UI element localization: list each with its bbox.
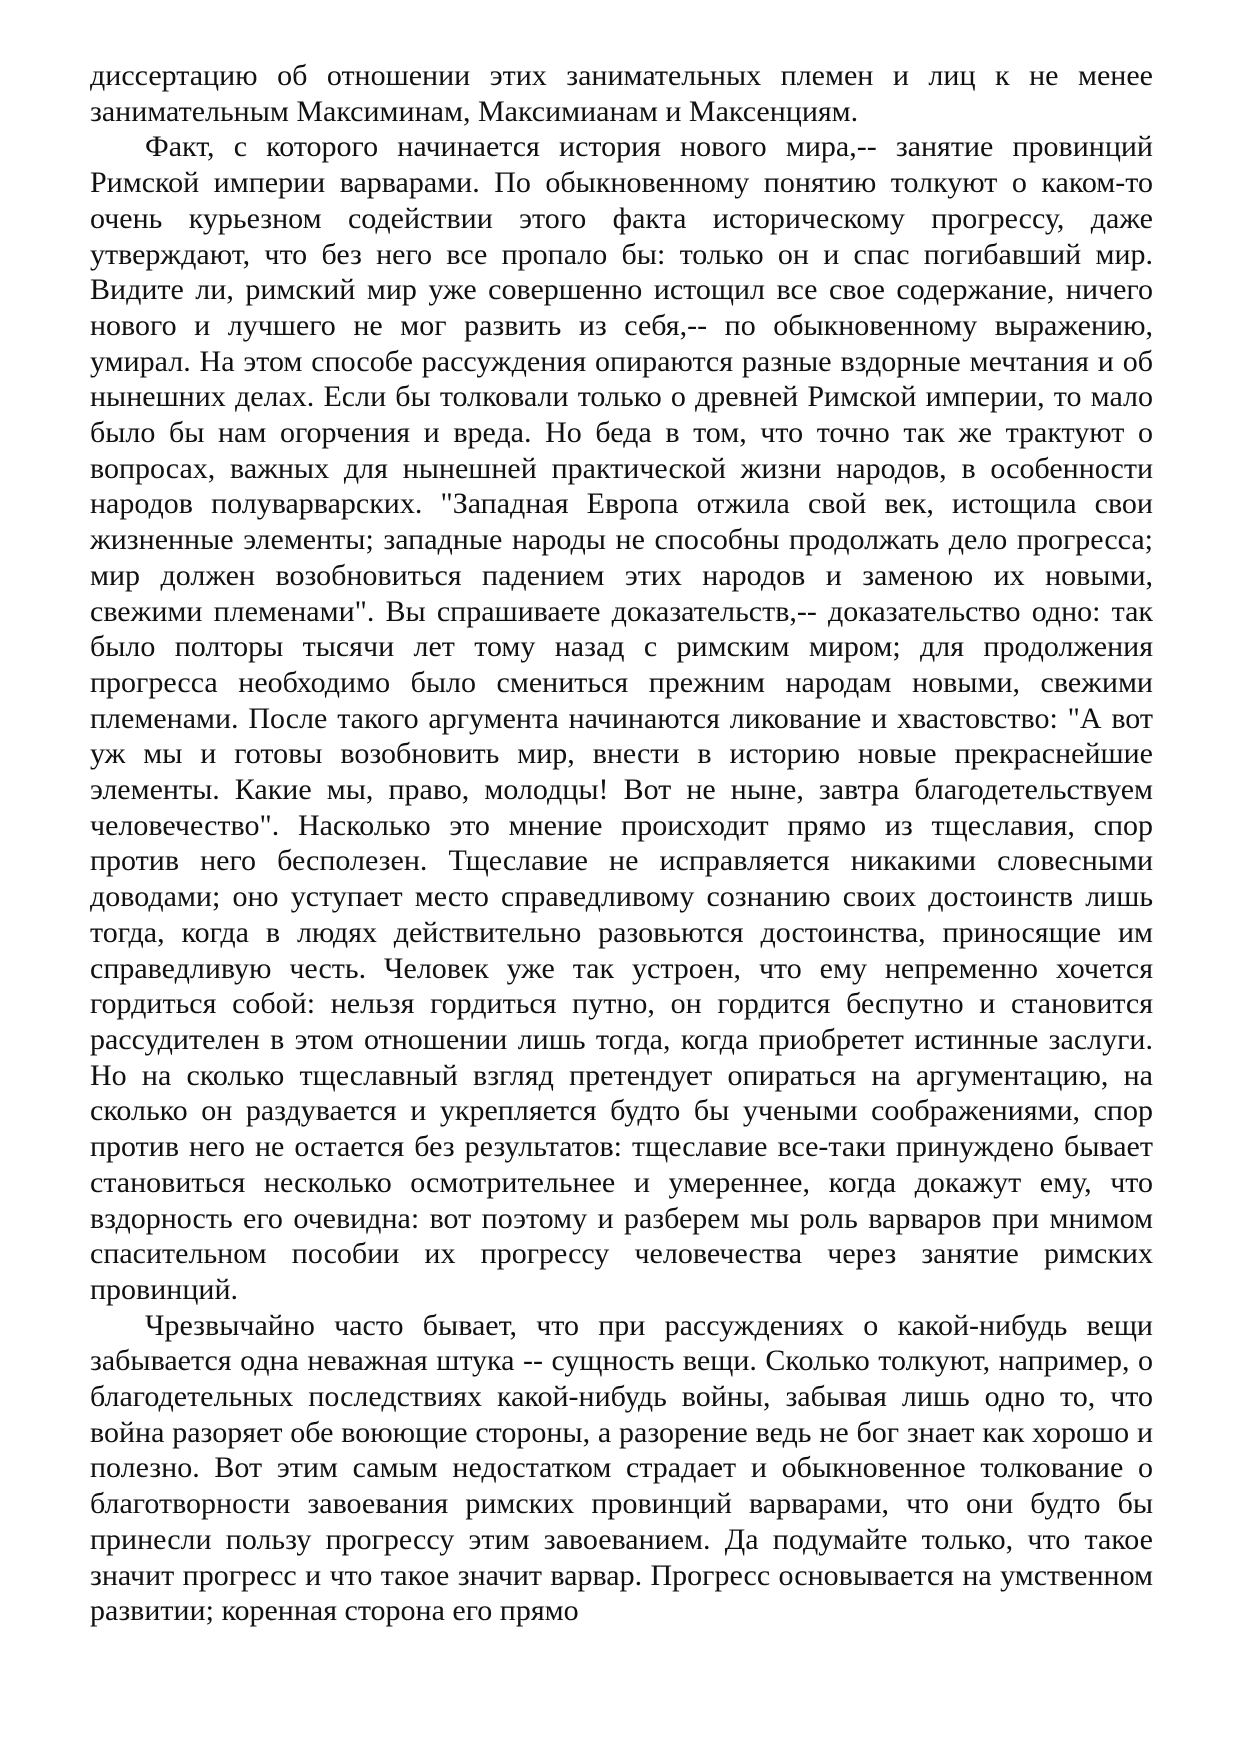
paragraph-1: диссертацию об отношении этих занимательных племен и лиц к не менее занимательным Максиминам, Максимианам и Максенциям. bbox=[90, 59, 1153, 128]
paragraph-2: Факт, с которого начинается история нового мира,-- занятие провинций Римской империи варварами. По обыкновенному понятию толкуют о каком-то очень курьезном содействии этого факта историческому прогрессу, даже утверждают, что без него все пропало бы: только он и спас погибавший мир. Видите ли, римский мир уже совершенно истощил все свое содержание, ничего нового и лучшего не мог развить из себя,-- по обыкновенному выражению, умирал. На этом способе рассуждения опираются разные вздорные мечтания и об нынешних делах. Если бы толковали только о древней Римской империи, то мало было бы нам огорчения и вреда. Но беда в том, что точно так же трактуют о вопросах, важных для нынешней практической жизни народов, в особенности народов полуварварских. "Западная Европа отжила свой век, истощила свои жизненные элементы; западные народы не способны продолжать дело прогресса; мир должен возобновиться падением этих народов и заменою их новыми, свежими племенами". Вы спрашиваете доказательств,-- доказательство одно: так было полторы тысячи лет тому назад с римским миром; для продолжения прогресса необходимо было смениться прежним народам новыми, свежими племенами. После такого аргумента начинаются ликование и хвастовство: "А вот уж мы и готовы возобновить мир, внести в историю новые прекраснейшие элементы. Какие мы, право, молодцы! Вот не ныне, завтра благодетельствуем человечество". Насколько это мнение происходит прямо из тщеславия, спор против него бесполезен. Тщеславие не исправляется никакими словесными доводами; оно уступает место справедливому сознанию своих достоинств лишь тогда, когда в людях действительно разовьются достоинства, приносящие им справедливую честь. Человек уже так устроен, что ему непременно хочется гордиться собой: нельзя гордиться путно, он гордится беспутно и становится рассудителен в этом отношении лишь тогда, когда приобретет истинные заслуги. Но на сколько тщеславный взгляд претендует опираться на аргументацию, на сколько он раздувается и укрепляется будто бы учеными соображениями, спор против него не остается без результатов: тщеславие все-таки принуждено бывает становиться несколько осмотрительнее и умереннее, когда докажут ему, что вздорность его очевидна: вот поэтому и разберем мы роль варваров при мнимом спасительном пособии их прогрессу человечества через занятие римских провинций. bbox=[90, 130, 1153, 1306]
paragraph-3: Чрезвычайно часто бывает, что при рассуждениях о какой-нибудь вещи забывается одна неважная штука -- сущность вещи. Сколько толкуют, например, о благодетельных последствиях какой-нибудь войны, забывая лишь одно то, что война разоряет обе воюющие стороны, а разорение ведь не бог знает как хорошо и полезно. Вот этим самым недостатком страдает и обыкновенное толкование о благотворности завоевания римских провинций варварами, что они будто бы принесли пользу прогрессу этим завоеванием. Да подумайте только, что такое значит прогресс и что такое значит варвар. Прогресс основывается на умственном развитии; коренная сторона его прямо bbox=[90, 1308, 1153, 1628]
document-page bbox=[90, 58, 1153, 1629]
